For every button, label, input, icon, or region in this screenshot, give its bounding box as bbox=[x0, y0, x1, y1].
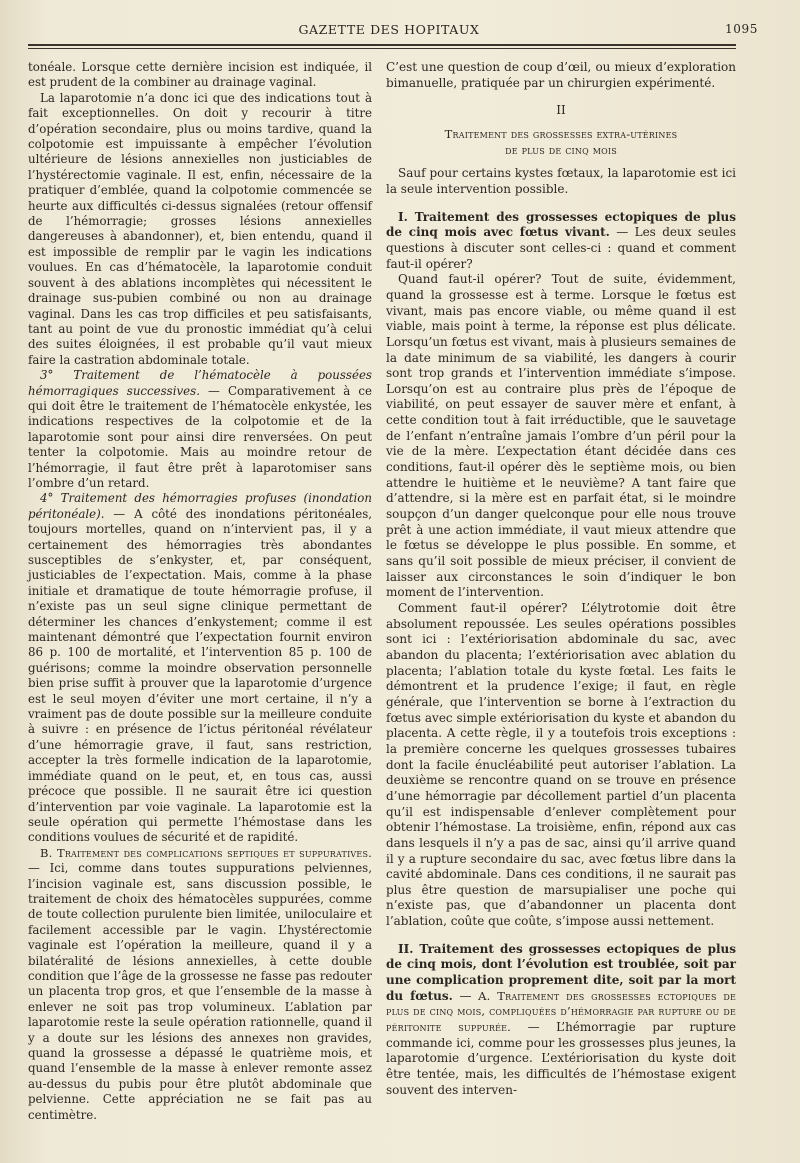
paragraph-text: — L’hémorragie par rupture commande ici, comme pour les grossesses plus jeunes, la laparotomie d’urgence. L’extériorisation du kyste doit être tentée, mais, les difficultés de l’hémostase exigent souvent des interven- bbox=[386, 1020, 737, 1097]
paragraph bbox=[386, 210, 736, 273]
paragraph-text: — Ici, comme dans toutes suppurations pelviennes, l’incision vaginale est, sans discussion possible, le traitement de choix des hématocèles suppurées, comme de toute collection purulente bien limitée, uniloculaire et facilement accessible par le vagin. L’hystérectomie vaginale est l’opération la meilleure, quand il y a bilatéralité de lésions annexielles, à cette double condition que l’âge de la grossesse ne fasse pas redouter un placenta trop gros, et que l’ensemble de la masse à enlever ne soit pas trop volumineux. L’ablation par laparotomie reste la seule opération rationnelle, quand il y a doute sur les lésions des annexes non gravides, quand la grossesse a dépassé le quatrième mois, et quand l’ensemble de la masse à enlever remonte assez au-dessus du pubis pour être plutôt abdominale que pelvienne. Cette appréciation ne se fait pas au centimètre. bbox=[28, 861, 372, 1122]
section-title: de plus de cinq mois bbox=[505, 142, 617, 157]
page-number: 1095 bbox=[725, 22, 758, 36]
subsection-heading: II. Traitement des grossesses ectopiques de plus de cinq mois, dont l’évolution est troublée, soit par une complication proprement dite, soit par la mort du fœtus. bbox=[386, 941, 736, 1003]
paragraph-text: — bbox=[452, 988, 479, 1003]
header-rule-thick bbox=[28, 44, 736, 46]
paragraph: tonéale. Lorsque cette dernière incision est indiquée, il est prudent de la combiner au drainage vaginal. bbox=[28, 60, 372, 90]
section-title: Traitement des grossesses extra-utérines bbox=[444, 126, 678, 141]
left-column bbox=[28, 60, 372, 1123]
paragraph: C’est une question de coup d’œil, ou mieux d’exploration bimanuelle, pratiquée par un chirurgien expérimenté. bbox=[386, 60, 736, 90]
paragraph-text: — Les deux seules questions à discuter sont celles-ci : quand et comment faut-il opérer? bbox=[386, 225, 737, 271]
paragraph: Sauf pour certains kystes fœtaux, la laparotomie est ici la seule intervention possible. bbox=[386, 166, 736, 196]
subsection-heading: I. Traitement des grossesses ectopiques de plus de cinq mois avec fœtus vivant. bbox=[386, 209, 736, 240]
paragraph bbox=[28, 368, 372, 491]
paragraph bbox=[386, 942, 736, 1099]
paragraph: La laparotomie n’a donc ici que des indications tout à fait exceptionnelles. On doit y recourir à titre d’opération secondaire, plus ou moins tardive, quand la colpotomie est impuissante à empêcher l’évolution ultérieure de lésions annexielles non justiciables de l’hystérectomie vaginale. Il est, enfin, nécessaire de la pratiquer d’emblée, quand la colpotomie commencée se heurte aux difficultés ci-dessus signalées (retour offensif de l’hémorragie; grosses lésions annexielles dangereuses à abandonner), et, bien entendu, quand il est impossible de remplir par le vagin les indications voulues. En cas d’hématocèle, la laparotomie conduit souvent à des ablations incomplètes qui nécessitent le drainage sus-pubien combiné ou non au drainage vaginal. Dans les cas trop difficiles et peu satisfaisants, tant au point de vue du pronostic immédiat qu’à celui des suites éloignées, il est probable qu’il vaut mieux faire la castration abdominale totale. bbox=[28, 90, 372, 367]
section-number: II bbox=[556, 103, 566, 118]
subsection-heading: A. Traitement des grossesses ectopiques de plus de cinq mois, compliquées d’hémorragie par rupture ou de péritonite suppurée. bbox=[386, 988, 736, 1035]
subsection-heading: 4° Traitement des hémorragies profuses (inondation péritonéale). bbox=[28, 491, 372, 521]
journal-title: GAZETTE DES HOPITAUX bbox=[298, 22, 480, 37]
paragraph bbox=[28, 846, 372, 1123]
paragraph-text: — A côté des inondations péritonéales, toujours mortelles, quand on n’intervient pas, il y a certainement des hémorragies très abondantes susceptibles de s’enkyster, et, par conséquent, justiciables de l’expectation. Mais, comme à la phase initiale et dramatique de toute hémorragie profuse, il n’existe pas un seul signe clinique permettant de déterminer les chances d’enkystement; comme il est maintenant démontré que l’expectation fournit environ 86 p. 100 de mortalité, et l’intervention 85 p. 100 de guérisons; comme la moindre observation personnelle bien prise suffit à prouver que la laparotomie d’urgence est le seul moyen d’éviter une mort certaine, il n’y a vraiment pas de doute possible sur la meilleure conduite à suivre : en présence de l’ictus péritonéal révélateur d’une hémorragie grave, il faut, sans restriction, accepter la très formelle indication de la laparotomie, immédiate quand on le peut, et, en tous cas, aussi précoce que possible. Il ne saurait être ici question d’intervention par voie vaginale. La laparotomie est la seule opération qui permette l’hémostase dans les conditions voulues de sécurité et de rapidité. bbox=[28, 506, 372, 845]
paragraph-text: — Comparativement à ce qui doit être le traitement de l’hématocèle enkystée, les indications respectives de la colpotomie et de la laparotomie sont pour ainsi dire renversées. On peut tenter la colpotomie. Mais au moindre retour de l’hémorragie, il faut être prêt à laparotomiser sans l’ombre d’un retard. bbox=[28, 383, 372, 490]
subsection-heading: 3° Traitement de l’hématocèle à poussées hémorragiques successives. bbox=[28, 368, 372, 398]
paragraph bbox=[28, 491, 372, 845]
subsection-heading: B. Traitement des complications septiques et suppuratives. bbox=[40, 845, 372, 860]
right-column bbox=[386, 60, 736, 1098]
header-rule-thin bbox=[28, 48, 736, 49]
paragraph: Comment faut-il opérer? L’élytrotomie doit être absolument repoussée. Les seules opérations possibles sont ici : l’extériorisation abdominale du sac, avec abandon du placenta; l’extériorisation avec ablation du placenta; l’ablation totale du kyste fœtal. Les faits le démontrent et la prudence l’exige; il faut, en règle générale, que l’intervention se borne à l’extraction du fœtus avec simple extériorisation du kyste et abandon du placenta. A cette règle, il y a toutefois trois exceptions : la première concerne les quelques grossesses tubaires dont la facile énucléabilité peut autoriser l’ablation. La deuxième se rencontre quand on se trouve en présence d’une hémorragie par décollement partiel d’un placenta qu’il est indispensable d’enlever complètement pour obtenir l’hémostase. La troisième, enfin, répond aux cas dans lesquels il n’y a pas de sac, ainsi qu’il arrive quand il y a rupture secondaire du sac, avec fœtus libre dans la cavité abdominale. Dans ces conditions, il ne saurait pas plus être question de marsupialiser une poche qui n’existe pas, que d’abandonner un placenta dont l’ablation, coûte que coûte, s’impose aussi nettement. bbox=[386, 601, 736, 929]
running-header bbox=[20, 22, 758, 40]
paragraph: Quand faut-il opérer? Tout de suite, évidemment, quand la grossesse est à terme. Lorsque le fœtus est vivant, mais pas encore viable, ou même quand il est viable, mais point à terme, la réponse est plus délicate. Lorsqu’un fœtus est vivant, mais à plusieurs semaines de la date minimum de sa viabilité, les dangers à courir sont trop grands et l’intervention immédiate s’impose. Lorsqu’on est au contraire plus près de l’époque de viabilité, on peut essayer de sauver mère et enfant, à cette condition tout à fait irréductible, que le sauvetage de l’enfant n’entraîne jamais l’ombre d’un péril pour la vie de la mère. L’expectation étant décidée dans ces conditions, faut-il opérer dès le septième mois, ou bien attendre le huitième et le neuvième? A tant faire que d’attendre, si la mère est en parfait état, si le moindre soupçon d’un danger quelconque pour elle nous trouve prêt à une action immédiate, il vaut mieux attendre que le fœtus se développe le plus possible. En somme, et sans qu’il soit possible de mieux préciser, il convient de laisser aux circonstances le soin d’indiquer le bon moment de l’intervention. bbox=[386, 272, 736, 600]
